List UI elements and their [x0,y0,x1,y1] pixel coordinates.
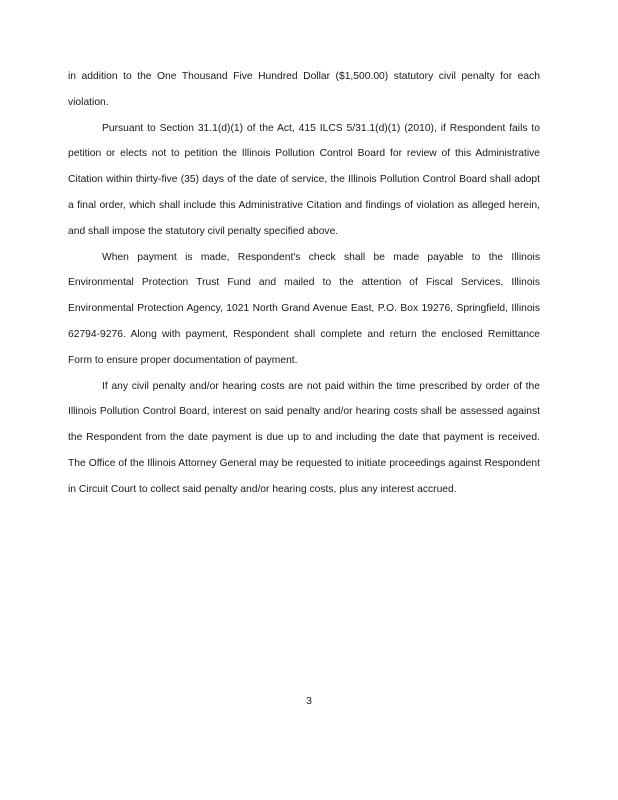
paragraph-penalty-continuation: in addition to the One Thousand Five Hundred Dollar ($1,500.00) statutory civil penalty for each violation. [68,71,540,108]
page-number: 3 [306,695,312,707]
document-body [68,64,540,503]
paragraph-payment-instructions: When payment is made, Respondent's check shall be made payable to the Illinois Environmental Protection Trust Fund and mailed to the attention of Fiscal Services, Illinois Environmental Protection Agency, 1021 North Grand Avenue East, P.O. Box 19276, Springfield, Illinois 62794-9276. Along with payment, Respondent shall complete and return the enclosed Remittance Form to ensure proper documentation of payment. [68,251,540,366]
paragraph-unpaid-penalty: If any civil penalty and/or hearing costs are not paid within the time prescribed by order of the Illinois Pollution Control Board, interest on said penalty and/or hearing costs shall be assessed against the Respondent from the date payment is due up to and including the date that payment is received. The Office of the Illinois Attorney General may be requested to initiate proceedings against Respondent in Circuit Court to collect said penalty and/or hearing costs, plus any interest accrued. [68,380,540,495]
paragraph-petition-deadline: Pursuant to Section 31.1(d)(1) of the Act, 415 ILCS 5/31.1(d)(1) (2010), if Respondent fails to petition or elects not to petition the Illinois Pollution Control Board for review of this Administrative Citation within thirty-five (35) days of the date of service, the Illinois Pollution Control Board shall adopt a final order, which shall include this Administrative Citation and findings of violation as alleged herein, and shall impose the statutory civil penalty specified above. [68,122,540,237]
